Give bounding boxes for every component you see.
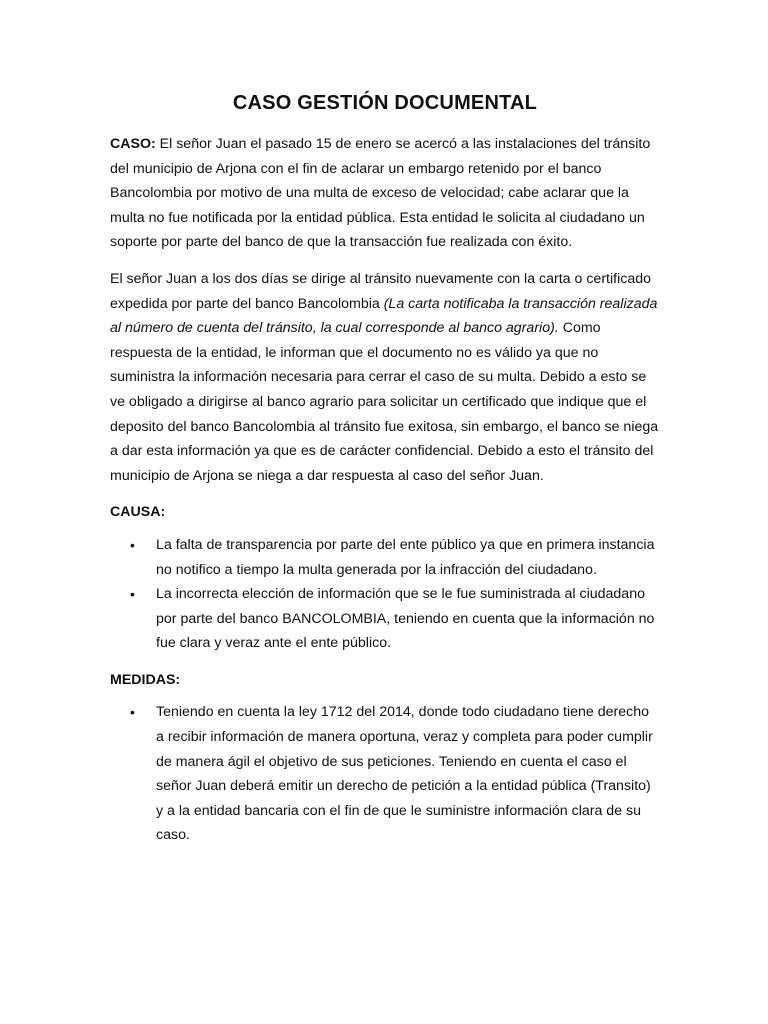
document-title: CASO GESTIÓN DOCUMENTAL xyxy=(232,92,538,114)
second-paragraph xyxy=(110,267,660,488)
list-item xyxy=(110,700,660,848)
bullet-icon: • xyxy=(130,536,135,553)
causa-heading: CAUSA: xyxy=(110,504,166,521)
caso-paragraph xyxy=(110,132,660,255)
list-item-text: La incorrecta elección de información que se le fue suministrada al ciudadano por parte del banco BANCOLOMBIA, teniendo en cuenta que la información no fue clara y veraz ante el ente público. xyxy=(156,586,655,652)
list-item-text: La falta de transparencia por parte del ente público ya que en primera instancia no notifico a tiempo la multa generada por la infracción del ciudadano. xyxy=(156,536,655,578)
bullet-icon: • xyxy=(130,586,135,603)
caso-label: CASO: xyxy=(110,136,156,152)
caso-text: El señor Juan el pasado 15 de enero se acercó a las instalaciones del tránsito del municipio de Arjona con el fin de aclarar un embargo retenido por el banco Bancolombia por motivo de una multa de exceso de velocidad; cabe aclarar que la multa no fue notificada por la entidad pública. Esta entidad le solicita al ciudadano un soporte por parte del banco de que la transacción fue realizada con éxito. xyxy=(110,136,651,251)
causa-list xyxy=(110,533,660,656)
document-page xyxy=(110,0,660,848)
bullet-icon: • xyxy=(130,704,135,721)
list-item xyxy=(110,582,660,656)
list-item-text: Teniendo en cuenta la ley 1712 del 2014, donde todo ciudadano tiene derecho a recibir información de manera oportuna, veraz y completa para poder cumplir de manera ágil el objetivo de sus peticiones. Teniendo en cuenta el caso el señor Juan deberá emitir un derecho de petición a la entidad pública (Transito) y a la entidad bancaria con el fin de que le suministre información clara de su caso. xyxy=(156,704,653,844)
medidas-list xyxy=(110,700,660,848)
medidas-heading: MEDIDAS: xyxy=(110,671,181,688)
second-paragraph-after: Como respuesta de la entidad, le informan que el documento no es válido ya que no suministra la información necesaria para cerrar el caso de su multa. Debido a esto se ve obligado a dirigirse al banco agrario para solicitar un certificado que indique que el deposito del banco Bancolombia al tránsito fue exitosa, sin embargo, el banco se niega a dar esta información ya que es de carácter confidencial. Debido a esto el tránsito del municipio de Arjona se niega a dar respuesta al caso del señor Juan. xyxy=(110,320,659,484)
second-paragraph-italic-note: (La carta notificaba la transacción realizada al número de cuenta del tránsito, la cual corresponde al banco agrario). xyxy=(110,295,658,337)
second-paragraph-before: El señor Juan a los dos días se dirige al tránsito nuevamente con la carta o certificado expedida por parte del banco Bancolombia xyxy=(110,270,652,312)
list-item xyxy=(110,533,660,582)
